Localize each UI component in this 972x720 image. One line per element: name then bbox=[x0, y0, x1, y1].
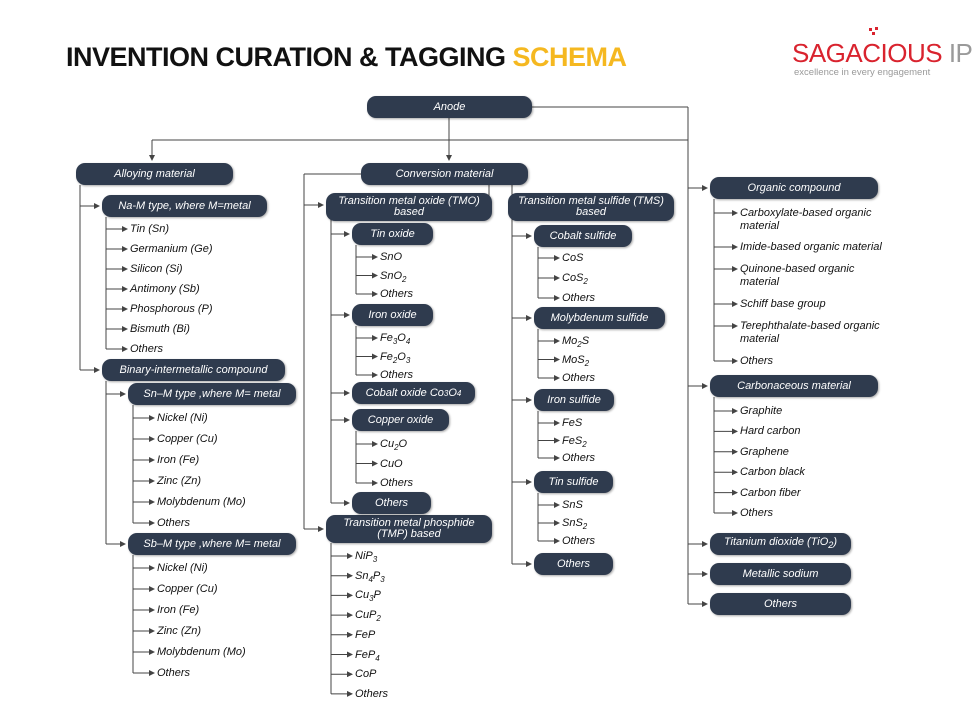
leaf-item: SnO$_2$ bbox=[380, 269, 407, 284]
leaf-item: FeP bbox=[355, 628, 376, 641]
leaf-item: Tin (Sn) bbox=[130, 223, 170, 235]
node-sb-m-type[interactable]: Sb–M type ,where M= metal bbox=[128, 533, 296, 555]
leaf-item: FeS bbox=[562, 417, 583, 429]
leaf-item: $Cu_3P$ bbox=[355, 589, 381, 604]
leaf-item: CoS bbox=[562, 252, 584, 264]
node-na-m-type[interactable]: Na-M type, where M=metal bbox=[102, 195, 267, 217]
leaf-item: Iron (Fe) bbox=[157, 454, 200, 466]
leaf-item: Germanium (Ge) bbox=[130, 243, 213, 255]
leaf-item: CuP$_2$ bbox=[355, 609, 381, 624]
leaf-item: Others bbox=[355, 687, 389, 700]
leaf-item: Phosphorous (P) bbox=[130, 303, 213, 315]
leaf-item: Carbon fiber bbox=[740, 486, 801, 499]
node-titanium-dioxide[interactable]: Titanium dioxide (TiO$_2$) bbox=[710, 533, 851, 555]
node-sn-m-type[interactable]: Sn–M type ,where M= metal bbox=[128, 383, 296, 405]
leaf-item: $Fe_3O_4$ bbox=[380, 332, 411, 347]
node-others-top[interactable]: Others bbox=[710, 593, 851, 615]
node-tmo-others[interactable]: Others bbox=[352, 492, 431, 514]
leaf-item: Others bbox=[740, 355, 774, 367]
node-copper-oxide[interactable]: Copper oxide bbox=[352, 409, 449, 431]
leaf-item: Imide-based organic material bbox=[740, 241, 882, 253]
leaf-item: FeS$_2$ bbox=[562, 434, 587, 449]
leaf-item: SnS$_2$ bbox=[562, 517, 588, 532]
leaf-item: Others bbox=[157, 667, 191, 679]
leaf-item: Iron (Fe) bbox=[157, 604, 200, 616]
leaf-item: Others bbox=[130, 343, 164, 355]
leaf-item: Graphene bbox=[740, 445, 789, 458]
leaf-item: $Cu_2O$ bbox=[380, 438, 408, 453]
leaf-item: Antimony (Sb) bbox=[130, 283, 200, 295]
node-iron-sulfide[interactable]: Iron sulfide bbox=[534, 389, 614, 411]
node-tmp[interactable]: Transition metal phosphide (TMP) based bbox=[326, 515, 492, 543]
leaf-item: Others bbox=[380, 477, 414, 489]
logo-tagline: excellence in every engagement bbox=[794, 67, 931, 78]
leaf-item: Graphite bbox=[740, 405, 783, 417]
node-iron-oxide[interactable]: Iron oxide bbox=[352, 304, 433, 326]
node-organic-compound[interactable]: Organic compound bbox=[710, 177, 878, 199]
leaf-item: Bismuth (Bi) bbox=[130, 323, 190, 335]
leaf-item: $Fe_2O_3$ bbox=[380, 350, 411, 365]
leaf-item: Copper (Cu) bbox=[157, 433, 218, 445]
leaf-item: $Sn_4P_3$ bbox=[355, 569, 385, 584]
leaf-item: Nickel (Ni) bbox=[157, 562, 208, 574]
leaf-item: FeP$_4$ bbox=[355, 648, 380, 663]
leaf-item: $Mo_2S$ bbox=[562, 335, 590, 350]
node-tmo[interactable]: Transition metal oxide (TMO) based bbox=[326, 193, 492, 221]
leaf-item: Others bbox=[380, 288, 414, 300]
leaf-item: CoP bbox=[355, 668, 377, 681]
leaf-item: Carboxylate-based organic material bbox=[740, 207, 872, 232]
leaf-item: Hard carbon bbox=[740, 425, 801, 438]
leaf-item: Nickel (Ni) bbox=[157, 412, 208, 424]
leaf-item: Molybdenum (Mo) bbox=[157, 496, 246, 508]
node-metallic-sodium[interactable]: Metallic sodium bbox=[710, 563, 851, 585]
node-conversion-material[interactable]: Conversion material bbox=[361, 163, 528, 185]
leaf-item: Terephthalate-based organic material bbox=[740, 320, 880, 345]
leaf-item: SnS bbox=[562, 499, 583, 511]
leaf-item: Zinc (Zn) bbox=[157, 475, 201, 487]
sagacious-ip-logo: SAGACIOUS IP excellence in every engagement bbox=[792, 34, 942, 84]
leaf-item: Others bbox=[562, 452, 596, 464]
leaf-item: Molybdenum (Mo) bbox=[157, 646, 246, 658]
node-tms-others[interactable]: Others bbox=[534, 553, 613, 575]
leaf-item: CuO bbox=[380, 457, 403, 470]
node-molybdenum-sulfide[interactable]: Molybdenum sulfide bbox=[534, 307, 665, 329]
leaf-item: NiP$_3$ bbox=[355, 550, 378, 565]
node-binary-intermetallic[interactable]: Binary-intermetallic compound bbox=[102, 359, 285, 381]
leaf-item: Others bbox=[740, 507, 774, 519]
leaf-item: Zinc (Zn) bbox=[157, 625, 201, 637]
leaf-item: Silicon (Si) bbox=[130, 263, 183, 275]
node-cobalt-oxide[interactable]: Cobalt oxide Co 3 O 4 bbox=[352, 382, 475, 404]
page-title: INVENTION CURATION & TAGGING SCHEMA bbox=[66, 42, 627, 72]
leaf-item: Others bbox=[562, 292, 596, 304]
leaf-item: Others bbox=[157, 517, 191, 529]
node-alloying-material[interactable]: Alloying material bbox=[76, 163, 233, 185]
leaf-item: CoS$_2$ bbox=[562, 272, 588, 287]
leaf-item: Schiff base group bbox=[740, 298, 826, 310]
leaf-item: Copper (Cu) bbox=[157, 583, 218, 595]
node-tin-oxide[interactable]: Tin oxide bbox=[352, 223, 433, 245]
leaf-item: Quinone-based organic material bbox=[740, 263, 855, 288]
leaf-item: Carbon black bbox=[740, 466, 805, 479]
leaf-item: SnO bbox=[380, 251, 403, 263]
node-tms[interactable]: Transition metal sulfide (TMS) based bbox=[508, 193, 674, 221]
leaf-item: Others bbox=[562, 535, 596, 547]
node-anode[interactable]: Anode bbox=[367, 96, 532, 118]
leaf-item: Others bbox=[380, 369, 414, 381]
node-tin-sulfide[interactable]: Tin sulfide bbox=[534, 471, 613, 493]
leaf-item: Others bbox=[562, 372, 596, 384]
node-cobalt-sulfide[interactable]: Cobalt sulfide bbox=[534, 225, 632, 247]
leaf-item: MoS$_2$ bbox=[562, 353, 590, 368]
node-carbonaceous-material[interactable]: Carbonaceous material bbox=[710, 375, 878, 397]
